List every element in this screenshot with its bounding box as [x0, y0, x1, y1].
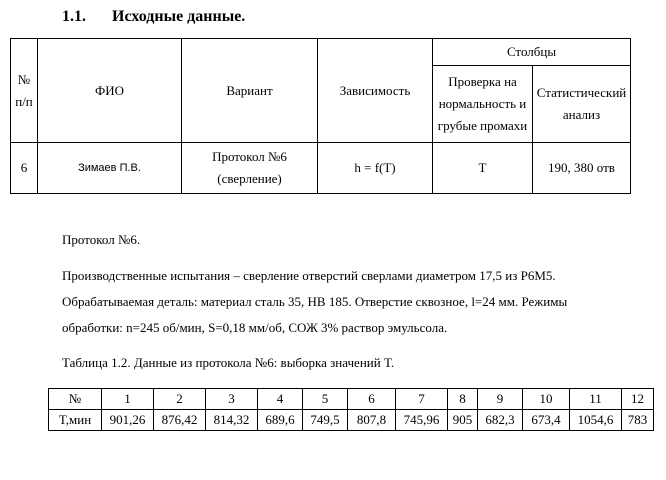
protocol-line-1: Производственные испытания – сверление отверстий сверлами диаметром 17,5 из Р6М5. [62, 268, 556, 283]
sample-value-cell: 876,42 [154, 410, 206, 431]
sample-number-cell: 11 [570, 389, 622, 410]
sample-header-label: № [49, 389, 102, 410]
sample-number-cell: 3 [206, 389, 258, 410]
sample-number-cell: 8 [448, 389, 478, 410]
sample-number-cell: 1 [102, 389, 154, 410]
sample-value-cell: 1054,6 [570, 410, 622, 431]
sample-value-cell: 689,6 [258, 410, 303, 431]
header-fio: ФИО [38, 39, 182, 143]
sample-value-cell: 905 [448, 410, 478, 431]
sample-number-cell: 6 [348, 389, 396, 410]
table-caption: Таблица 1.2. Данные из протокола №6: выборка значений T. [62, 355, 395, 370]
sample-number-cell: 5 [303, 389, 348, 410]
sample-number-cell: 9 [478, 389, 523, 410]
sample-value-cell: 682,3 [478, 410, 523, 431]
sample-value-cell: 901,26 [102, 410, 154, 431]
protocol-line-2: Обрабатываемая деталь: материал сталь 35, НВ 185. Отверстие сквозное, l=24 мм. Режимы [62, 294, 568, 309]
section-number: 1.1. [62, 8, 86, 25]
row-fio: Зимаев П.В. [38, 143, 182, 194]
sample-row-label: T,мин [49, 410, 102, 431]
header-dependency: Зависимость [318, 39, 433, 143]
header-variant: Вариант [182, 39, 318, 143]
row-check: T [433, 143, 533, 194]
sample-value-cell: 807,8 [348, 410, 396, 431]
section-heading [62, 8, 245, 26]
sample-number-cell: 2 [154, 389, 206, 410]
protocol-line-3: обработки: n=245 об/мин, S=0,18 мм/об, СОЖ 3% раствор эмульсола. [62, 320, 448, 335]
sample-value-cell: 749,5 [303, 410, 348, 431]
header-check: Проверка на нормальность и грубые промахи [433, 66, 533, 143]
sample-number-cell: 12 [622, 389, 654, 410]
sample-number-cell: 10 [523, 389, 570, 410]
header-stat: Статистический анализ [533, 66, 631, 143]
header-columns: Столбцы [433, 39, 631, 66]
sample-value-cell: 745,96 [396, 410, 448, 431]
section-title: Исходные данные. [112, 8, 246, 25]
header-no: № п/п [11, 39, 38, 143]
sample-number-cell: 4 [258, 389, 303, 410]
assignment-table [10, 38, 631, 194]
row-no: 6 [11, 143, 38, 194]
sample-value-cell: 673,4 [523, 410, 570, 431]
sample-value-cell: 783 [622, 410, 654, 431]
row-dependency: h = f(T) [318, 143, 433, 194]
sample-table [48, 388, 654, 431]
row-stat: 190, 380 отв [533, 143, 631, 194]
row-variant: Протокол №6 (сверление) [182, 143, 318, 194]
protocol-title: Протокол №6. [62, 232, 141, 247]
sample-number-cell: 7 [396, 389, 448, 410]
sample-value-cell: 814,32 [206, 410, 258, 431]
